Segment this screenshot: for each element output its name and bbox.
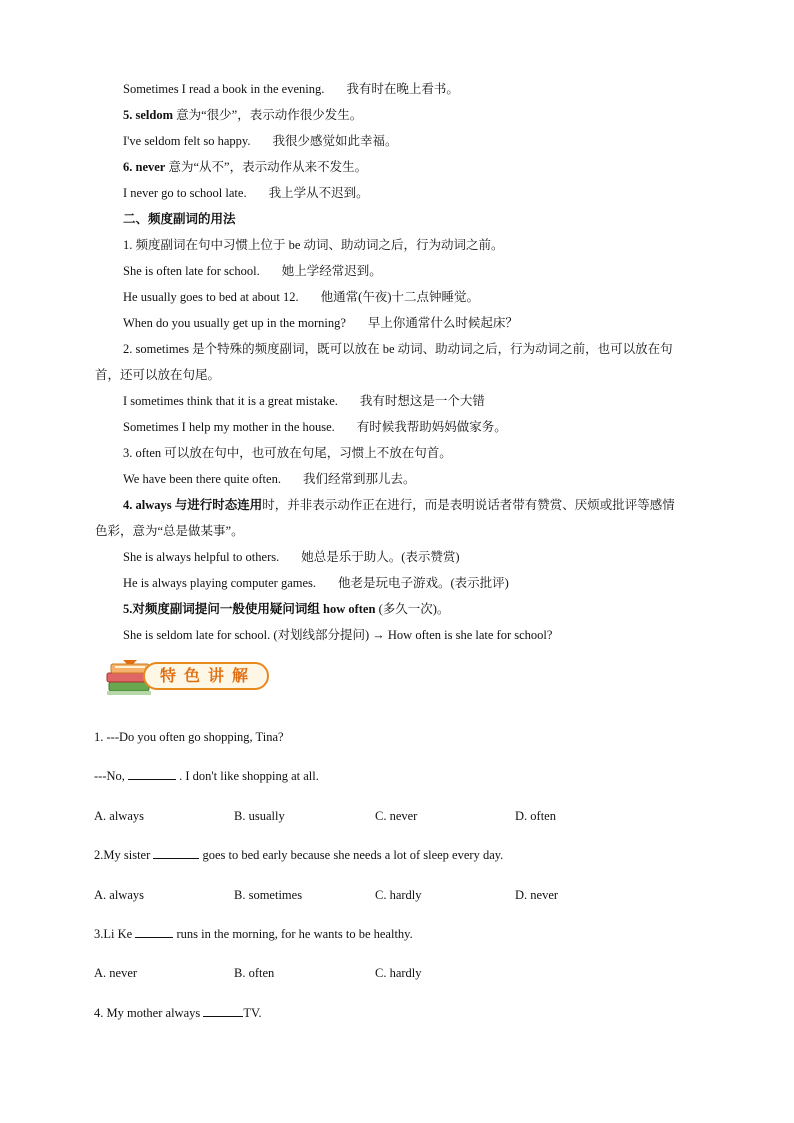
usage-point-2: 2. sometimes 是个特殊的频度副词，既可以放在 be 动词、助动词之后，行为动词之前，也可以放在句首，还可以放在句尾。 bbox=[95, 342, 673, 382]
example-en: We have been there quite often. bbox=[123, 472, 281, 486]
reply-prefix: ---No, bbox=[94, 769, 129, 783]
example-en: I never go to school late. bbox=[123, 186, 247, 200]
example-cn: 早上你通常什么时候起床？ bbox=[367, 316, 518, 330]
question-3-option-a[interactable]: A. never bbox=[94, 966, 138, 980]
example-cn: 有时候我帮助妈妈做家务。 bbox=[356, 420, 507, 434]
question-1-stem: 1. ---Do you often go shopping, Tina? bbox=[94, 730, 284, 744]
stem-prefix: 3.Li Ke bbox=[94, 927, 136, 941]
seldom-title: 5. seldom bbox=[123, 108, 173, 122]
usage-example-line bbox=[123, 418, 507, 436]
answer-blank[interactable] bbox=[135, 925, 173, 938]
example-en: When do you usually get up in the morning? bbox=[123, 316, 346, 330]
section-heading-usage: 二、频度副词的用法 bbox=[123, 212, 236, 226]
question-2-option-c[interactable]: C. hardly bbox=[375, 888, 422, 902]
example-cn: 她上学经常迟到。 bbox=[281, 264, 382, 278]
sometimes-example-line bbox=[123, 80, 459, 98]
usage-point-5-rest: (多久一次)。 bbox=[375, 602, 450, 616]
question-3-stem bbox=[94, 925, 413, 943]
example-en: She is often late for school. bbox=[123, 264, 260, 278]
seldom-definition bbox=[123, 106, 362, 124]
usage-example-line bbox=[123, 288, 479, 306]
usage-point-4-rest: 时，并非表示动作正在进行，而是表明说话者带有赞赏、厌烦或批评等感情色彩，意为“总是做某事”。 bbox=[95, 498, 675, 538]
question-2-option-b[interactable]: B. sometimes bbox=[234, 888, 303, 902]
usage-example-line bbox=[123, 548, 460, 566]
answer-blank[interactable] bbox=[128, 767, 176, 780]
example-en: She is always helpful to others. bbox=[123, 550, 280, 564]
stem-prefix: 4. My mother always bbox=[94, 1006, 204, 1020]
example-en: Sometimes I read a book in the evening. bbox=[123, 82, 325, 96]
usage-point-5-bold: 5.对频度副词提问一般使用疑问词组 how often bbox=[123, 602, 376, 616]
example-en: He usually goes to bed at about 12. bbox=[123, 290, 299, 304]
usage-example-line bbox=[123, 314, 518, 332]
usage-point-4-bold: 4. always 与进行时态连用 bbox=[123, 498, 263, 512]
question-1-option-c[interactable]: C. never bbox=[375, 809, 418, 823]
question-3-option-b[interactable]: B. often bbox=[234, 966, 275, 980]
banner-title: 特色讲解 bbox=[159, 666, 256, 685]
example-cn: 我有时想这是一个大错 bbox=[359, 394, 485, 408]
reply-suffix: . I don't like shopping at all. bbox=[176, 769, 319, 783]
usage-example-line: She is seldom late for school. (对划线部分提问) → How often is she late for school? bbox=[123, 628, 553, 642]
never-definition bbox=[123, 158, 367, 176]
never-title: 6. never bbox=[123, 160, 166, 174]
example-cn: 她总是乐于助人。(表示赞赏) bbox=[301, 550, 460, 564]
example-en: He is always playing computer games. bbox=[123, 576, 317, 590]
example-cn: 他通常(午夜)十二点钟睡觉。 bbox=[320, 290, 479, 304]
stem-suffix: TV. bbox=[243, 1006, 262, 1020]
usage-example-line bbox=[123, 392, 485, 410]
seldom-desc: 意为“很少”，表示动作很少发生。 bbox=[173, 108, 363, 122]
usage-point-4 bbox=[95, 492, 675, 544]
usage-example-line bbox=[123, 574, 509, 592]
example-en: I've seldom felt so happy. bbox=[123, 134, 251, 148]
example-cn: 我上学从不迟到。 bbox=[268, 186, 369, 200]
never-desc: 意为“从不”，表示动作从来不发生。 bbox=[165, 160, 368, 174]
stem-prefix: 2.My sister bbox=[94, 848, 154, 862]
question-2-option-a[interactable]: A. always bbox=[94, 888, 144, 902]
question-2-option-d[interactable]: D. never bbox=[515, 888, 559, 902]
usage-example-line bbox=[123, 470, 415, 488]
seldom-example-line bbox=[123, 132, 397, 150]
example-cn: 我们经常到那儿去。 bbox=[302, 472, 416, 486]
question-2-stem bbox=[94, 846, 503, 864]
question-1-reply bbox=[94, 767, 319, 785]
stem-suffix: goes to bed early because she needs a lot of sleep every day. bbox=[199, 848, 504, 862]
question-1-option-d[interactable]: D. often bbox=[515, 809, 556, 823]
example-cn: 我有时在晚上看书。 bbox=[346, 82, 459, 96]
usage-example-line bbox=[123, 262, 382, 280]
example-en: I sometimes think that it is a great mistake. bbox=[123, 394, 338, 408]
answer-blank[interactable] bbox=[203, 1004, 243, 1017]
usage-point-3: 3. often 可以放在句中，也可放在句尾，习惯上不放在句首。 bbox=[123, 446, 452, 460]
question-1-option-a[interactable]: A. always bbox=[94, 809, 144, 823]
feature-banner bbox=[103, 656, 273, 698]
example-cn: 他老是玩电子游戏。(表示批评) bbox=[338, 576, 509, 590]
answer-blank[interactable] bbox=[153, 846, 199, 859]
example-en: Sometimes I help my mother in the house. bbox=[123, 420, 335, 434]
question-4-stem bbox=[94, 1004, 262, 1022]
stem-suffix: runs in the morning, for he wants to be healthy. bbox=[173, 927, 413, 941]
usage-point-1: 1. 频度副词在句中习惯上位于 be 动词、助动词之后，行为动词之前。 bbox=[123, 238, 504, 252]
never-example-line bbox=[123, 184, 369, 202]
question-1-option-b[interactable]: B. usually bbox=[234, 809, 285, 823]
usage-point-5 bbox=[123, 600, 449, 618]
example-cn: 我很少感觉如此幸福。 bbox=[272, 134, 398, 148]
question-3-option-c[interactable]: C. hardly bbox=[375, 966, 422, 980]
